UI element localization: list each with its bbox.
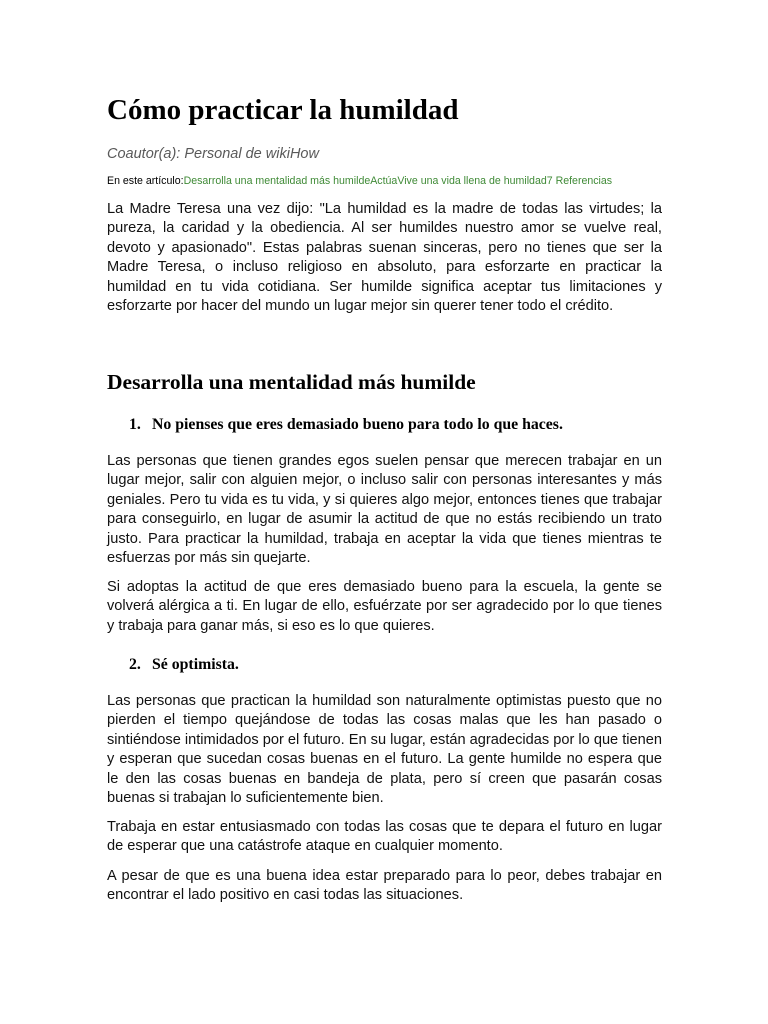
toc-link-vive[interactable]: Vive una vida llena de humildad xyxy=(397,175,547,187)
toc-label: En este artículo: xyxy=(107,175,184,187)
toc-link-mentalidad[interactable]: Desarrolla una mentalidad más humilde xyxy=(183,175,371,187)
step-1-title xyxy=(129,415,563,435)
step-title-text: Sé optimista. xyxy=(152,656,239,673)
author-byline: Coautor(a): Personal de wikiHow xyxy=(107,146,319,162)
step-number: 2. xyxy=(129,656,141,673)
step-2-title xyxy=(129,655,239,675)
page-title: Cómo practicar la humildad xyxy=(107,94,459,126)
section-heading: Desarrolla una mentalidad más humilde xyxy=(107,370,476,394)
table-of-contents xyxy=(107,174,612,188)
step-1-paragraph-2: Si adoptas la actitud de que eres demasiado bueno para la escuela, la gente se volverá alérgica a ti. En lugar de ello, esfuérzate por ser agradecido por lo que tienes y trabaja para ganar más, si eso es lo que quieres. xyxy=(107,579,662,634)
step-title-text: No pienses que eres demasiado bueno para todo lo que haces. xyxy=(152,416,563,433)
step-2-paragraph-3: A pesar de que es una buena idea estar preparado para lo peor, debes trabajar en encontrar el lado positivo en casi todas las situaciones. xyxy=(107,868,662,904)
step-2-paragraph-2: Trabaja en estar entusiasmado con todas las cosas que te depara el futuro en lugar de esperar que una catástrofe ataque en cualquier momento. xyxy=(107,819,662,855)
step-1-paragraph-1: Las personas que tienen grandes egos suelen pensar que merecen trabajar en un lugar mejor, salir con alguien mejor, o incluso salir con personas interesantes y más geniales. Pero tu vida es tu vida, y si quieres algo mejor, entonces tienes que trabajar para conseguirlo, en lugar de asumir la actitud de que no estás recibiendo un trato justo. Para practicar la humildad, trabaja en aceptar la vida que tienes mientras te esfuerzas por más sin quejarte. xyxy=(107,453,662,567)
step-2-paragraph-1: Las personas que practican la humildad son naturalmente optimistas puesto que no pierden el tiempo quejándose de todas las cosas malas que les han pasado o sintiéndose intimidados por el futuro. En su lugar, están agradecidas por lo que tienen y esperan que sucedan cosas buenas en el futuro. La gente humilde no espera que le den las cosas buenas en bandeja de plata, pero sí creen que pasarán cosas buenas si trabajan lo suficientemente bien. xyxy=(107,693,662,807)
intro-paragraph: La Madre Teresa una vez dijo: "La humildad es la madre de todas las virtudes; la pureza, la caridad y la obediencia. Al ser humildes nuestro amor se vuelve real, devoto y apasionado". Estas palabras suenan sinceras, pero no tienes que ser la Madre Teresa, o incluso religioso en absoluto, para esforzarte en practicar la humildad en tu vida cotidiana. Ser humilde significa aceptar tus limitaciones y esforzarte por hacer del mundo un lugar mejor sin querer tener todo el crédito. xyxy=(107,201,662,315)
toc-link-referencias[interactable]: 7 Referencias xyxy=(546,175,613,187)
toc-link-actua[interactable]: Actúa xyxy=(370,175,398,187)
step-number: 1. xyxy=(129,416,141,433)
